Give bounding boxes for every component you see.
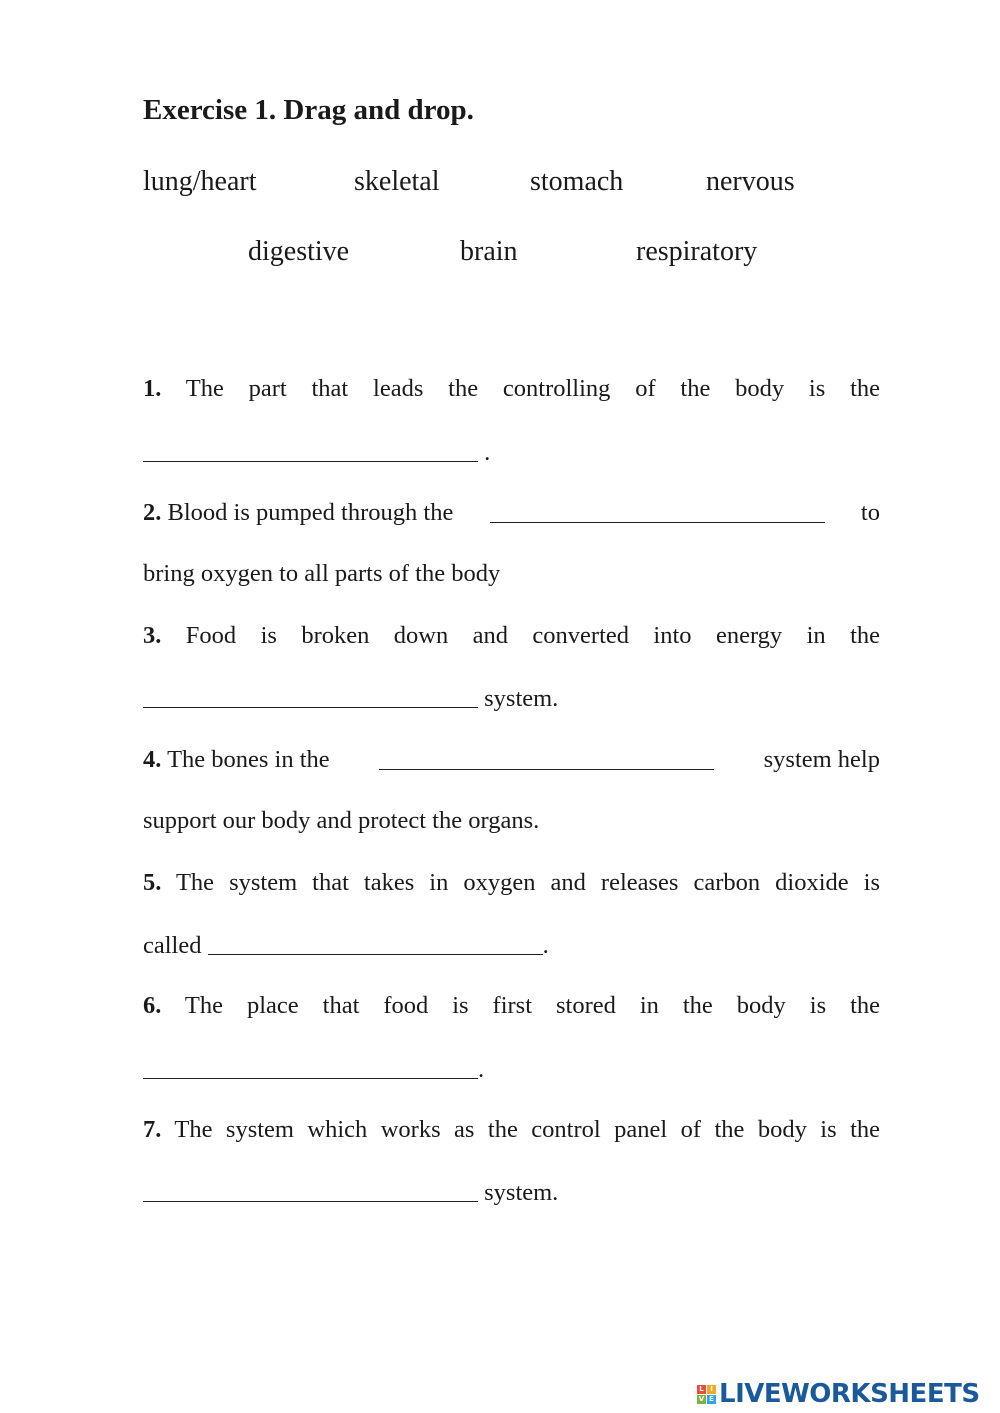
question-1-answer-line <box>143 437 880 468</box>
question-text: The place that food is first stored in the body is the <box>184 992 881 1019</box>
answer-blank-2[interactable] <box>490 498 825 523</box>
question-number: 4. <box>143 746 162 773</box>
question-text-after: system. <box>478 1179 559 1206</box>
question-text-after: system help <box>763 746 880 773</box>
question-text: The system that takes in oxygen and releases carbon dioxide is <box>175 869 880 896</box>
word-bank-item[interactable]: respiratory <box>636 236 758 267</box>
question-number: 3. <box>143 622 162 649</box>
question-text: Food is broken down and converted into energy in the <box>185 622 880 649</box>
question-7 <box>143 1115 880 1145</box>
question-5-answer-line <box>143 930 880 961</box>
word-bank-item[interactable]: nervous <box>706 166 795 197</box>
question-text-after: . <box>542 932 549 959</box>
liveworksheets-logo <box>697 1379 980 1409</box>
word-bank-item[interactable]: stomach <box>530 166 624 197</box>
word-bank-item[interactable]: brain <box>460 236 518 267</box>
question-text: The bones in the <box>167 746 330 773</box>
question-text-after: . <box>478 439 491 466</box>
question-1 <box>143 374 880 404</box>
question-6-answer-line <box>143 1054 880 1085</box>
logo-text: LIVEWORKSHEETS <box>719 1379 980 1409</box>
question-3 <box>143 621 880 651</box>
word-bank-item[interactable]: skeletal <box>354 166 440 197</box>
exercise-title: Exercise 1. Drag and drop. <box>143 94 474 126</box>
question-6 <box>143 991 880 1021</box>
question-number: 7. <box>143 1116 162 1143</box>
question-number: 5. <box>143 869 162 896</box>
answer-blank-3[interactable] <box>143 683 478 708</box>
answer-blank-5[interactable] <box>208 930 543 955</box>
question-text-continued: bring oxygen to all parts of the body <box>143 560 501 587</box>
question-text: The system which works as the control panel of the body is the <box>174 1116 880 1143</box>
question-4 <box>143 745 880 775</box>
logo-letter: V <box>698 1394 705 1403</box>
question-2-line2 <box>143 559 880 589</box>
word-bank-item[interactable]: digestive <box>248 236 350 267</box>
question-text: Blood is pumped through the <box>167 499 454 526</box>
question-text-prefix: called <box>143 932 208 959</box>
question-text-after: system. <box>478 685 559 712</box>
question-text-continued: support our body and protect the organs. <box>143 807 540 834</box>
answer-blank-1[interactable] <box>143 437 478 462</box>
answer-blank-7[interactable] <box>143 1177 478 1202</box>
question-text-after: . <box>478 1056 485 1083</box>
question-3-answer-line <box>143 683 880 714</box>
word-bank-item[interactable]: lung/heart <box>143 166 257 197</box>
answer-blank-4[interactable] <box>379 745 714 770</box>
question-5 <box>143 868 880 898</box>
answer-blank-6[interactable] <box>143 1054 478 1079</box>
question-text-after: to <box>860 499 880 526</box>
logo-letter: I <box>707 1385 716 1394</box>
question-number: 1. <box>143 375 162 402</box>
question-text: The part that leads the controlling of the body is the <box>185 375 881 402</box>
logo-icon <box>697 1385 716 1404</box>
logo-letter: L <box>697 1385 706 1394</box>
question-4-line2 <box>143 806 880 836</box>
logo-letter: E <box>707 1395 716 1404</box>
question-number: 6. <box>143 992 162 1019</box>
question-2 <box>143 498 880 528</box>
question-number: 2. <box>143 499 162 526</box>
question-7-answer-line <box>143 1177 880 1208</box>
